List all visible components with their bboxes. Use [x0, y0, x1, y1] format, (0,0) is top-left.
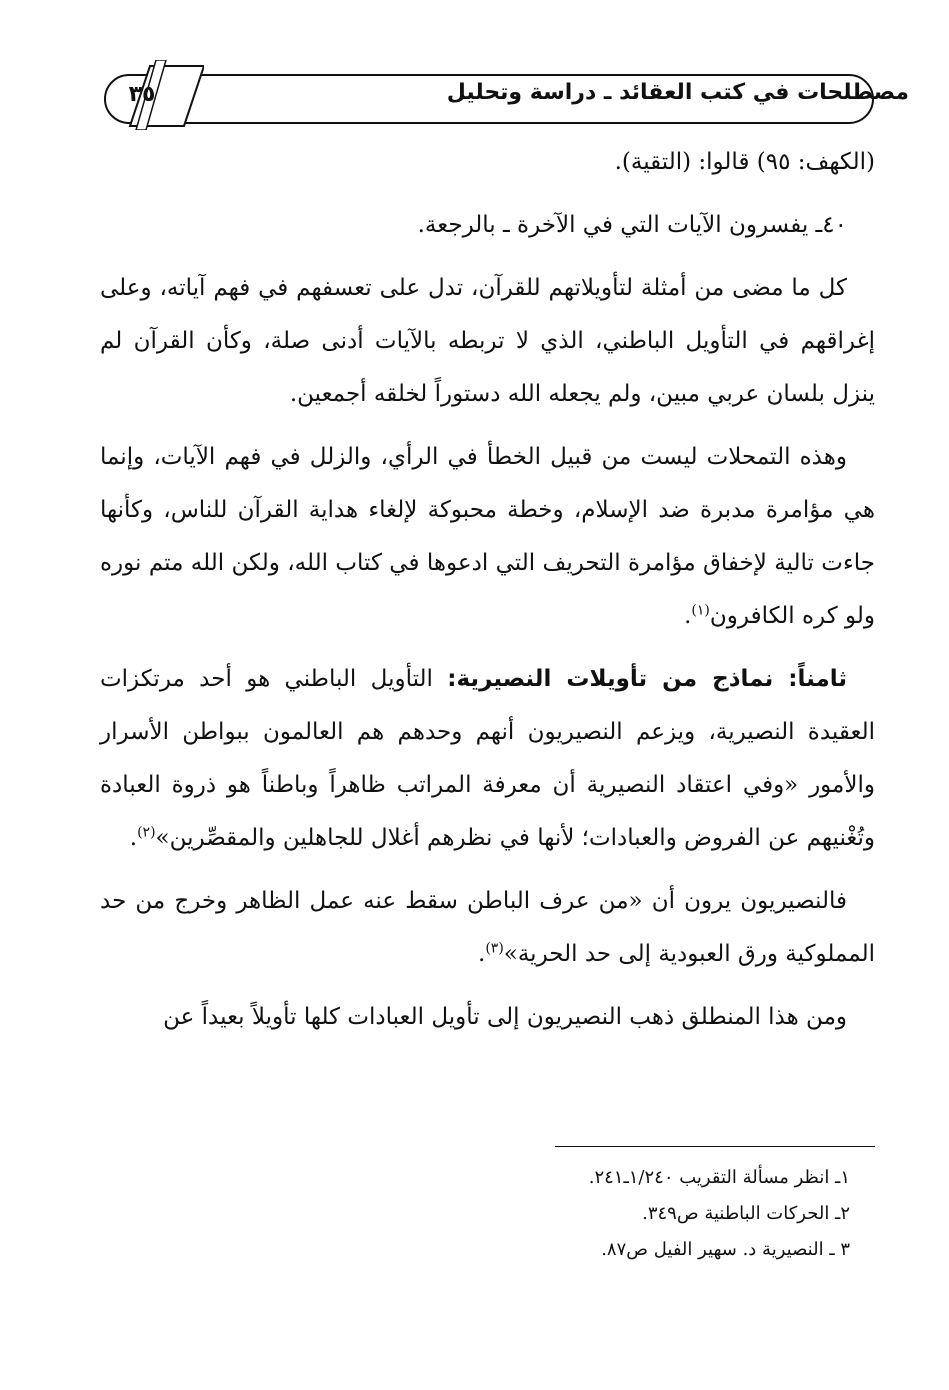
footnotes	[400, 1160, 850, 1268]
paragraph: وهذه التمحلات ليست من قبيل الخطأ في الرأي، والزلل في فهم الآيات، وإنما هي مؤامرة مدبرة ضد الإسلام، وخطة محبوكة لإلغاء هداية القرآن للناس، وكأنها جاءت تالية لإخفاق مؤامرة التحريف التي ادعوها في كتاب الله، ولكن الله متم نوره ولو كره الكافرون$^{(١)}$.	[100, 444, 875, 629]
paragraph-text: التأويل الباطني هو أحد مرتكزات العقيدة النصيرية، ويزعم النصيريون أنهم وحدهم هم العالمون ببواطن الأسرار والأمور «وفي اعتقاد النصيرية أن معرفة المراتب ظاهراً وباطناً هو ذروة العبادة وتُغْنيهم عن الفروض والعبادات؛ لأنها في نظرهم أغلال للجاهلين والمقصِّرين»	[100, 666, 875, 851]
section-heading: ثامناً: نماذج من تأويلات النصيرية:	[447, 666, 847, 692]
page-number: ٣٥	[128, 82, 156, 107]
footnote-item: ٣ ـ النصيرية د. سهير الفيل ص٨٧.	[601, 1239, 850, 1260]
main-text	[100, 136, 875, 1054]
footnote-item: ٢ـ الحركات الباطنية ص٣٤٩.	[642, 1203, 850, 1224]
paragraph: كل ما مضى من أمثلة لتأويلاتهم للقرآن، تدل على تعسفهم في فهم آياته، وعلى إغراقهم في التأويل الباطني، الذي لا تربطه بالآيات أدنى صلة، وكأن القرآن لم ينزل بلسان عربي مبين، ولم يجعله الله دستوراً لخلقه أجمعين.	[100, 275, 875, 407]
paragraph: ٤٠ـ يفسرون الآيات التي في الآخرة ـ بالرجعة.	[417, 212, 847, 238]
running-header-title: مصطلحات في كتب العقائد ـ دراسة وتحليل	[446, 80, 909, 105]
paragraph: ثامناً: نماذج من تأويلات النصيرية: التأويل الباطني هو أحد مرتكزات العقيدة النصيرية، ويزعم النصيريون أنهم وحدهم هم العالمون ببواطن الأسرار والأمور «وفي اعتقاد النصيرية أن معرفة المراتب ظاهراً وباطناً هو ذروة العبادة وتُغْنيهم عن الفروض والعبادات؛ لأنها في نظرهم أغلال للجاهلين والمقصِّرين»$^{(٢)}$.	[100, 666, 875, 851]
footnote-ref-3: (٣)	[485, 940, 504, 957]
paragraph: فالنصيريون يرون أن «من عرف الباطن سقط عنه عمل الظاهر وخرج من حد المملوكية ورق العبودية إلى حد الحرية»$^{(٣)}$.	[100, 888, 875, 967]
footnote-ref-1: (١)	[691, 602, 710, 619]
footnote-item: ١ـ انظر مسألة التقريب ١/٢٤٠ـ٢٤١.	[588, 1167, 850, 1188]
paragraph: (الكهف: ٩٥) قالوا: (التقية).	[614, 149, 875, 175]
footnote-ref-2: (٢)	[137, 824, 156, 841]
paragraph-text: وهذه التمحلات ليست من قبيل الخطأ في الرأي، والزلل في فهم الآيات، وإنما هي مؤامرة مدبرة ضد الإسلام، وخطة محبوكة لإلغاء هداية القرآن للناس، وكأنها جاءت تالية لإخفاق مؤامرة التحريف التي ادعوها في كتاب الله، ولكن الله متم نوره ولو كره الكافرون	[100, 444, 875, 629]
paragraph: ومن هذا المنطلق ذهب النصيريون إلى تأويل العبادات كلها تأويلاً بعيداً عن	[163, 1004, 847, 1030]
footnote-divider	[555, 1146, 875, 1147]
paragraph-text: فالنصيريون يرون أن «من عرف الباطن سقط عنه عمل الظاهر وخرج من حد المملوكية ورق العبودية إلى حد الحرية»	[100, 888, 875, 967]
